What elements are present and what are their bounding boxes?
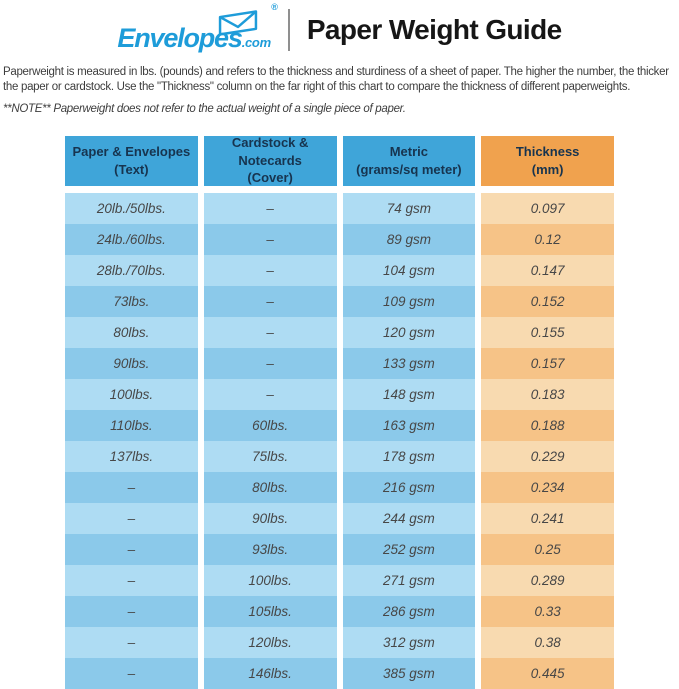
logo-brand-text: Envelopes	[117, 22, 242, 53]
paper-weight-table	[65, 136, 614, 689]
col-header-subtitle: (mm)	[531, 161, 564, 177]
paper-cell: –	[65, 565, 198, 596]
table-row	[65, 627, 614, 658]
thickness-cell: 0.289	[481, 565, 614, 596]
thickness-cell: 0.097	[481, 193, 614, 224]
paper-cell: –	[65, 596, 198, 627]
metric-cell: 74 gsm	[343, 193, 476, 224]
thickness-cell: 0.33	[481, 596, 614, 627]
col-header-title: Paper & Envelopes	[72, 144, 191, 160]
cardstock-cell: –	[204, 348, 337, 379]
table-row	[65, 658, 614, 689]
cardstock-cell: 60lbs.	[204, 410, 337, 441]
paper-cell: –	[65, 627, 198, 658]
thickness-cell: 0.234	[481, 472, 614, 503]
table-header-row	[65, 136, 614, 186]
thickness-cell: 0.155	[481, 317, 614, 348]
metric-cell: 286 gsm	[343, 596, 476, 627]
thickness-cell: 0.12	[481, 224, 614, 255]
table-row	[65, 565, 614, 596]
metric-cell: 148 gsm	[343, 379, 476, 410]
metric-cell: 385 gsm	[343, 658, 476, 689]
cardstock-cell: 80lbs.	[204, 472, 337, 503]
thickness-cell: 0.152	[481, 286, 614, 317]
paper-cell: 24lb./60lbs.	[65, 224, 198, 255]
col-header-subtitle: (Text)	[114, 161, 149, 177]
metric-cell: 271 gsm	[343, 565, 476, 596]
table-row	[65, 379, 614, 410]
note-text: **NOTE** Paperweight does not refer to the actual weight of a single piece of paper.	[3, 102, 406, 115]
col-header-title: Cardstock & Notecards	[231, 135, 309, 168]
cardstock-cell: 90lbs.	[204, 503, 337, 534]
thickness-cell: 0.445	[481, 658, 614, 689]
cardstock-cell: 105lbs.	[204, 596, 337, 627]
page-title: Paper Weight Guide	[306, 14, 562, 45]
cardstock-cell: –	[204, 193, 337, 224]
table-body	[65, 193, 614, 689]
registered-trademark: ®	[271, 1, 278, 12]
logo-wordmark	[117, 22, 271, 53]
header-divider	[288, 9, 290, 51]
thickness-cell: 0.241	[481, 503, 614, 534]
table-row	[65, 410, 614, 441]
thickness-cell: 0.229	[481, 441, 614, 472]
metric-cell: 109 gsm	[343, 286, 476, 317]
thickness-cell: 0.183	[481, 379, 614, 410]
col-header-title: Metric	[389, 144, 429, 160]
masthead	[0, 0, 679, 56]
col-header-title: Thickness	[515, 144, 580, 160]
table-row	[65, 503, 614, 534]
cardstock-cell: 93lbs.	[204, 534, 337, 565]
col-header-thickness	[481, 136, 614, 186]
table-row	[65, 255, 614, 286]
paper-cell: 100lbs.	[65, 379, 198, 410]
paper-cell: 90lbs.	[65, 348, 198, 379]
paper-cell: 137lbs.	[65, 441, 198, 472]
col-header-cardstock-notecards	[204, 136, 337, 186]
cardstock-cell: –	[204, 317, 337, 348]
cardstock-cell: –	[204, 224, 337, 255]
table-row	[65, 596, 614, 627]
metric-cell: 216 gsm	[343, 472, 476, 503]
table-row	[65, 224, 614, 255]
paper-cell: –	[65, 503, 198, 534]
table-row	[65, 193, 614, 224]
paper-cell: 110lbs.	[65, 410, 198, 441]
table-row	[65, 317, 614, 348]
thickness-cell: 0.157	[481, 348, 614, 379]
metric-cell: 312 gsm	[343, 627, 476, 658]
col-header-subtitle: (grams/sq meter)	[356, 161, 462, 177]
metric-cell: 252 gsm	[343, 534, 476, 565]
col-header-subtitle: (Cover)	[247, 170, 293, 186]
metric-cell: 104 gsm	[343, 255, 476, 286]
thickness-cell: 0.25	[481, 534, 614, 565]
description-text: Paperweight is measured in lbs. (pounds) and refers to the thickness and sturdiness of a sheet of paper. The higher the number, the thicker the paper or cardstock. Use the "Thickness" column on the far right of this chart to compare the thickness of different paperweights.	[3, 66, 669, 94]
thickness-cell: 0.38	[481, 627, 614, 658]
cardstock-cell: 100lbs.	[204, 565, 337, 596]
col-header-paper-envelopes	[65, 136, 198, 186]
cardstock-cell: 120lbs.	[204, 627, 337, 658]
thickness-cell: 0.147	[481, 255, 614, 286]
cardstock-cell: 146lbs.	[204, 658, 337, 689]
paper-cell: 73lbs.	[65, 286, 198, 317]
table-row	[65, 441, 614, 472]
paper-cell: 28lb./70lbs.	[65, 255, 198, 286]
cardstock-cell: 75lbs.	[204, 441, 337, 472]
metric-cell: 89 gsm	[343, 224, 476, 255]
metric-cell: 244 gsm	[343, 503, 476, 534]
metric-cell: 120 gsm	[343, 317, 476, 348]
logo-tld-text: .com	[241, 34, 271, 50]
paper-cell: 20lb./50lbs.	[65, 193, 198, 224]
metric-cell: 133 gsm	[343, 348, 476, 379]
paper-cell: 80lbs.	[65, 317, 198, 348]
col-header-metric	[343, 136, 476, 186]
cardstock-cell: –	[204, 379, 337, 410]
cardstock-cell: –	[204, 286, 337, 317]
table-row	[65, 534, 614, 565]
thickness-cell: 0.188	[481, 410, 614, 441]
paper-cell: –	[65, 658, 198, 689]
paper-cell: –	[65, 472, 198, 503]
metric-cell: 178 gsm	[343, 441, 476, 472]
table-row	[65, 348, 614, 379]
cardstock-cell: –	[204, 255, 337, 286]
table-row	[65, 286, 614, 317]
metric-cell: 163 gsm	[343, 410, 476, 441]
paper-cell: –	[65, 534, 198, 565]
table-row	[65, 472, 614, 503]
envelopes-logo	[117, 1, 278, 53]
